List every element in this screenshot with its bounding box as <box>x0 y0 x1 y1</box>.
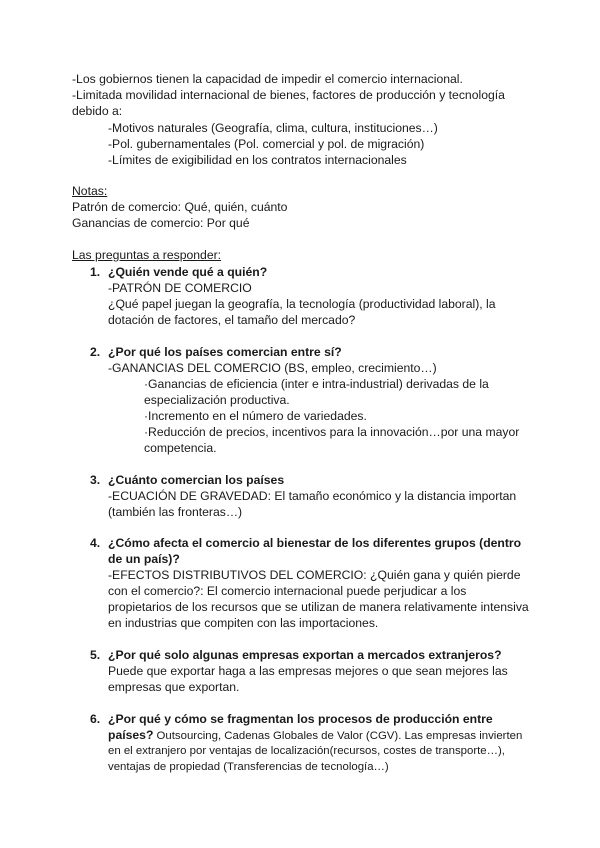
q1-line-1: -PATRÓN DE COMERCIO <box>108 281 252 295</box>
q2-bullet-2: ·Incremento en el número de variedades. <box>144 409 367 423</box>
intro-line-2: -Limitada movilidad internacional de bienes, factores de producción y tecnología <box>72 88 505 102</box>
q3-line-1: -ECUACIÓN DE GRAVEDAD: El tamaño económico y la distancia importan <box>108 489 517 503</box>
q2-line-1: -GANANCIAS DEL COMERCIO (BS, empleo, crecimiento…) <box>108 361 437 375</box>
q4-line-1: -EFECTOS DISTRIBUTIVOS DEL COMERCIO: ¿Quién gana y quién pierde <box>108 568 521 582</box>
q2-bullet-1b: especialización productiva. <box>144 393 290 407</box>
preguntas-heading: Las preguntas a responder: <box>72 248 222 262</box>
q5-line-2: empresas que exportan. <box>108 680 240 694</box>
q6-title-2-line <box>108 727 522 744</box>
q4-title-2: de un país)? <box>108 552 180 566</box>
q2-number: 2. <box>90 345 101 359</box>
q6-title-1: ¿Por qué y cómo se fragmentan los procesos de producción entre <box>108 712 493 726</box>
q6-title-2: países? <box>108 728 154 742</box>
q3-line-2: (también las fronteras…) <box>108 505 243 519</box>
q6-number: 6. <box>90 712 101 726</box>
q3-title: ¿Cuánto comercian los países <box>108 473 285 487</box>
q2-title: ¿Por qué los países comercian entre sí? <box>108 345 342 359</box>
q6-line-1: en el extranjero por ventajas de localización(recursos, costes de transporte…), <box>108 745 505 757</box>
q4-line-2: con el comercio?: El comercio internacional puede perjudicar a los <box>108 584 467 598</box>
intro-sub-1: -Motivos naturales (Geografía, clima, cultura, instituciones…) <box>108 121 438 135</box>
intro-sub-2: -Pol. gubernamentales (Pol. comercial y pol. de migración) <box>108 137 425 151</box>
intro-line-1: -Los gobiernos tienen la capacidad de impedir el comercio internacional. <box>72 72 463 86</box>
q4-number: 4. <box>90 536 101 550</box>
notas-line-1: Patrón de comercio: Qué, quién, cuánto <box>72 200 288 214</box>
q4-line-3: propietarios de los recursos que se utilizan de manera relativamente intensiva <box>108 600 529 614</box>
q4-title-1: ¿Cómo afecta el comercio al bienestar de los diferentes grupos (dentro <box>108 536 522 550</box>
q5-title: ¿Por qué solo algunas empresas exportan a mercados extranjeros? <box>108 648 502 662</box>
q2-bullet-3a: ·Reducción de precios, incentivos para la innovación…por una mayor <box>144 425 520 439</box>
q5-line-1: Puede que exportar haga a las empresas mejores o que sean mejores las <box>108 664 508 678</box>
q2-bullet-1a: ·Ganancias de eficiencia (inter e intra-industrial) derivadas de la <box>144 377 489 391</box>
q1-line-3: dotación de factores, el tamaño del mercado? <box>108 313 356 327</box>
q6-line-2: ventajas de propiedad (Transferencias de tecnología…) <box>108 761 389 773</box>
q1-line-2: ¿Qué papel juegan la geografía, la tecnología (productividad laboral), la <box>108 297 496 311</box>
q2-bullet-3b: competencia. <box>144 441 217 455</box>
q4-line-4: en industrias que compiten con las importaciones. <box>108 616 379 630</box>
intro-line-3: debido a: <box>72 104 123 118</box>
notas-line-2: Ganancias de comercio: Por qué <box>72 216 250 230</box>
q3-number: 3. <box>90 473 101 487</box>
q5-number: 5. <box>90 648 101 662</box>
q1-number: 1. <box>90 265 101 279</box>
intro-sub-3: -Límites de exigibilidad en los contratos internacionales <box>108 153 407 167</box>
notas-heading: Notas: <box>72 184 108 198</box>
q6-title-2-rest: Outsourcing, Cadenas Globales de Valor (CGV). Las empresas invierten <box>153 730 523 742</box>
q1-title: ¿Quién vende qué a quién? <box>108 265 268 279</box>
